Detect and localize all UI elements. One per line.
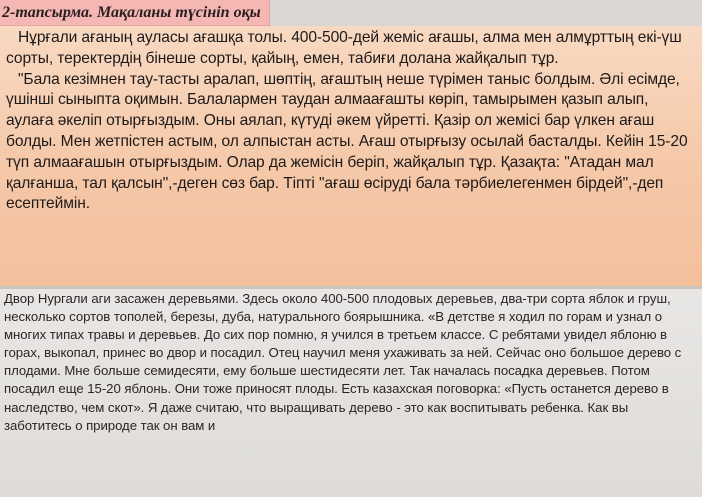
russian-translation-text <box>4 290 696 435</box>
kazakh-paragraph-1: Нұрғали ағаның ауласы ағашқа толы. 400-500-дей жеміс ағашы, алма мен алмұрттың екі-үш сорты, теректердің бінеше сорты, қайың, емен, табиғи долана жайқалып тұр. <box>6 29 682 67</box>
kazakh-text-panel <box>0 26 702 289</box>
task-title: 2-тапсырма. Мақаланы түсініп оқы <box>0 0 270 26</box>
russian-translation-panel <box>0 289 702 497</box>
russian-paragraph: Двор Нургали аги засажен деревьями. Здесь около 400-500 плодовых деревьев, два-три сорта яблок и груш, несколько сортов тополей, березы, дуба, натурального боярышника. «В детстве я ходил по горам и узнал о многих типах травы и деревьев. До сих пор помню, я учился в третьем классе. С ребятами увидел яблоню в горах, выкопал, принес во двор и посадил. Отец научил меня ухаживать за ней. Сейчас оно большое дерево с плодами. Мне больше семидесяти, ему больше шестидесяти лет. Так началась посадка деревьев. Потом посадил еще 15-20 яблонь. Они тоже приносят плоды. Есть казахская поговорка: «Пусть останется дерево в наследство, чем скот». Я даже считаю, что выращивать дерево - это как воспитывать ребенка. Как вы заботитесь о природе так он вам и <box>4 291 682 433</box>
kazakh-text <box>6 28 694 215</box>
kazakh-paragraph-2: "Бала кезімнен тау-тасты аралап, шөптің, ағаштың неше түрімен таныс болдым. Әлі есімде, үшінші сыныпта оқимын. Балалармен таудан алмаағашты көріп, тамырымен қазып алып, аулаға әкеліп отырғыздым. Оны аялап, күтуді әкем үйретті. Қазір ол жемісі бар үлкен ағаш болды. Мен жетпістен астым, ол алпыстан асты. Ағаш отырғызу осылай басталды. Кейін 15-20 түп алмаағашын отырғыздым. Олар да жемісін беріп, жайқалып тұр. Қазақта: "Атадан мал қалғанша, тал қалсын",-деген сөз бар. Тіпті "ағаш өсіруді бала тәрбиелегенмен бірдей",-деп есептеймін. <box>6 70 688 213</box>
